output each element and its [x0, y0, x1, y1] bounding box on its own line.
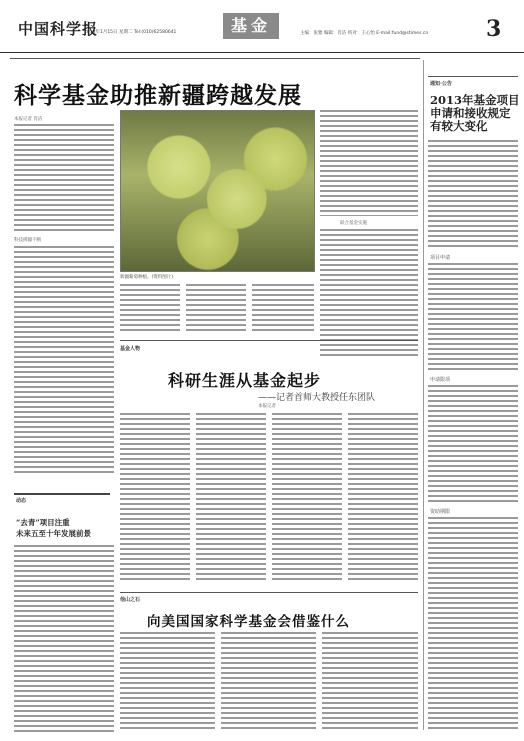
page-number: 3 — [486, 16, 502, 42]
right-label: 通知·公告 — [430, 81, 452, 87]
bottom-headline: 向美国国家科学基金会借鉴什么 — [147, 614, 350, 630]
feature-subhead: ——记者首师大教授任东团队 — [258, 393, 376, 403]
lead-subhead-2: 联合基金实施 — [340, 221, 367, 226]
editor-credits: 主编：张雅 编辑：肖洁 校对：王心怡 E-mail:fund@stimes.cn — [300, 31, 429, 36]
feature-text-col3 — [272, 413, 342, 583]
newspaper-logo: 中国科学报 — [18, 20, 99, 38]
feature-text-col1 — [120, 413, 190, 583]
right-subhead-3: 资助期限 — [430, 509, 451, 515]
sidebar-box-title: “去青”项目注重 未来五至十年发展前景 — [16, 518, 91, 538]
feature-byline: 本报记者 — [258, 404, 276, 409]
right-subhead-1: 项目申请 — [430, 255, 451, 261]
section-tab: 基金 — [223, 13, 279, 39]
lead-text-col2 — [120, 284, 180, 332]
bottom-label: 他山之石 — [120, 597, 141, 603]
bottom-text-col3 — [322, 632, 418, 732]
column-divider — [423, 60, 424, 730]
lead-byline: 本报记者 肖洁 — [14, 117, 43, 122]
bottom-rule — [120, 592, 418, 593]
feature-rule — [120, 340, 418, 341]
grape-photo — [120, 110, 315, 272]
sidebar-box-text — [14, 545, 114, 733]
sidebar-box-rule — [14, 493, 110, 503]
lead-subhead-1: 科技援疆不断 — [14, 238, 41, 243]
lead-text-col1b — [14, 246, 114, 476]
right-subhead-2: 申请限项 — [430, 377, 451, 383]
dateline: 2013年1月15日 星期二 Tel:(010)62580641 — [84, 30, 177, 35]
lead-text-col4 — [252, 284, 314, 332]
bottom-text-col2 — [221, 632, 316, 732]
right-text-2 — [428, 263, 518, 373]
right-rule — [428, 76, 518, 77]
lead-text-col5 — [320, 110, 418, 216]
feature-text-col2 — [196, 413, 266, 583]
lead-text-col1 — [14, 124, 114, 234]
lead-text-col3 — [186, 284, 246, 332]
right-text-1 — [428, 140, 518, 250]
top-rule — [10, 58, 420, 59]
sidebar-box-label: 动态 — [16, 498, 27, 504]
feature-text-col4 — [348, 413, 418, 583]
right-text-3 — [428, 385, 518, 505]
photo-caption: 新疆葡萄种植。(资料图片) — [120, 275, 174, 280]
right-headline: 2013年基金项目 申请和接收规定 有较大变化 — [430, 93, 520, 133]
feature-headline: 科研生涯从基金起步 — [168, 371, 322, 390]
bottom-text-col1 — [120, 632, 215, 732]
right-text-4 — [428, 517, 518, 732]
lead-headline: 科学基金助推新疆跨越发展 — [14, 82, 302, 109]
feature-label: 基金人物 — [120, 346, 141, 352]
